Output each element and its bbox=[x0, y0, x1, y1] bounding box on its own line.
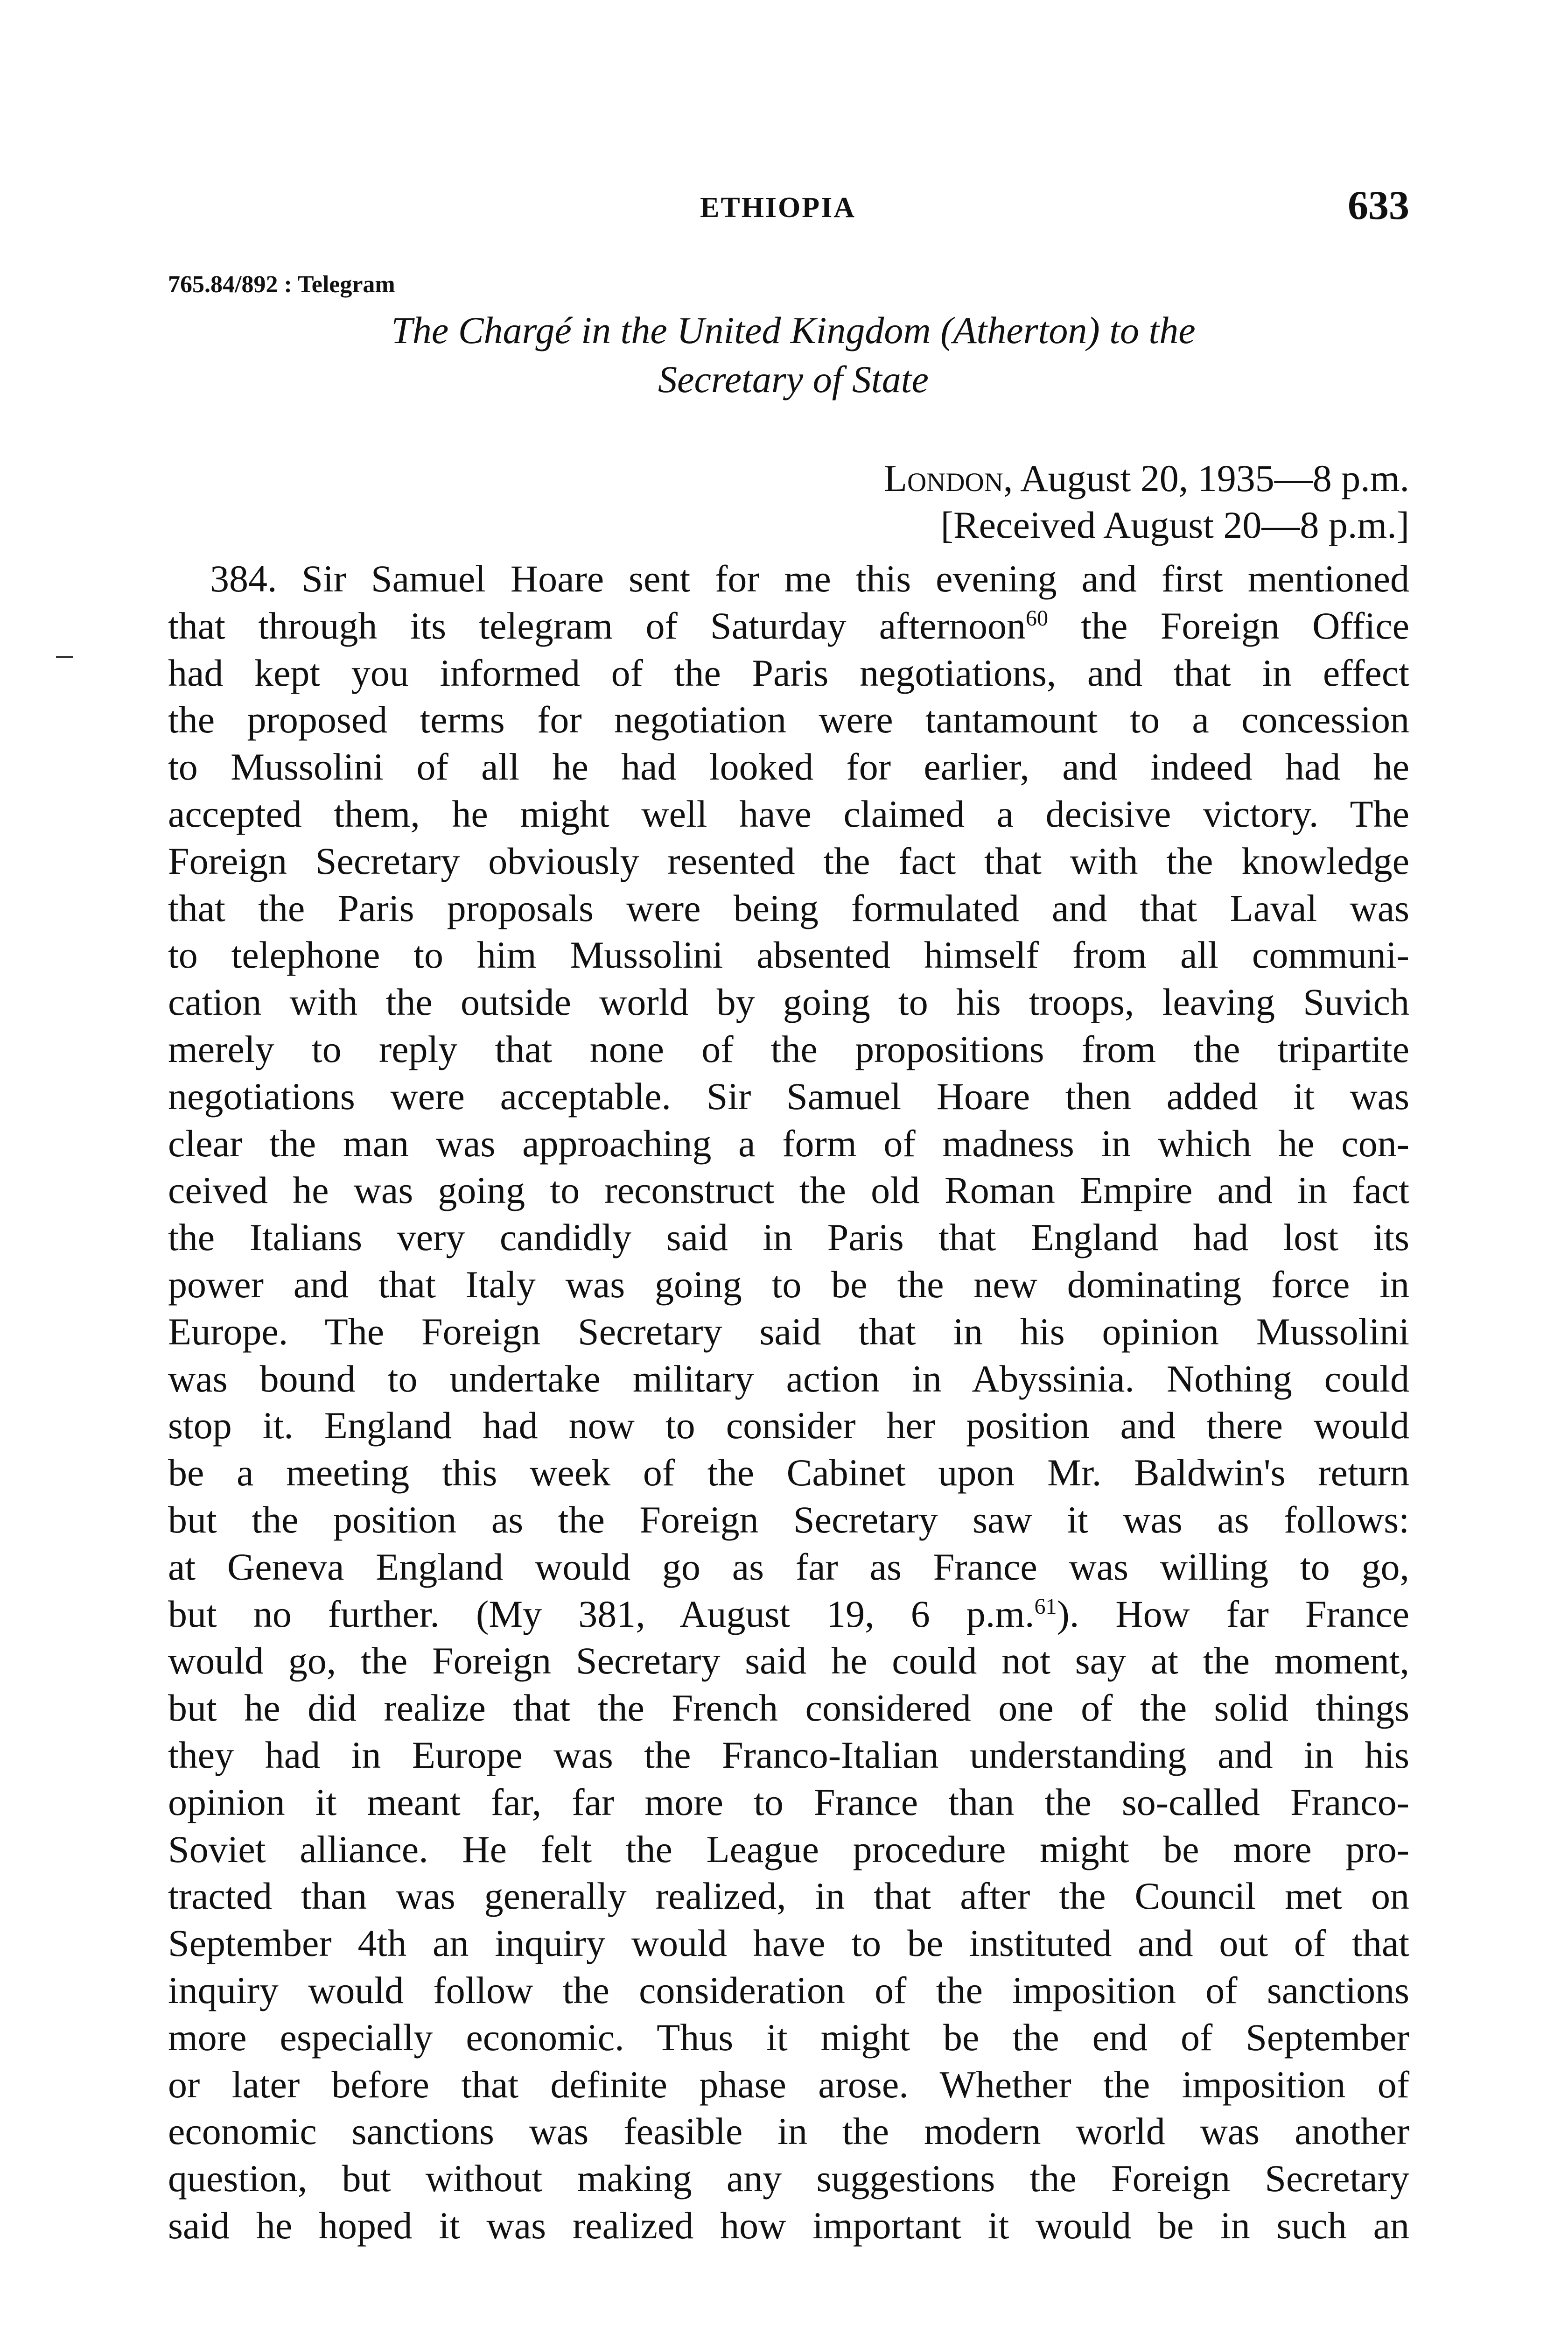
body-line: at Geneva England would go as far as France was willing to go, bbox=[168, 1545, 1409, 1588]
dateline-received: [Received August 20—8 p.m.] bbox=[940, 504, 1409, 546]
body-line: power and that Italy was going to be the new dominating force in bbox=[168, 1263, 1409, 1306]
body-line: Europe. The Foreign Secretary said that in his opinion Mussolini bbox=[168, 1310, 1409, 1353]
body-line: that the Paris proposals were being formulated and that Laval was bbox=[168, 886, 1409, 929]
body-line: but the position as the Foreign Secretary saw it was as follows: bbox=[168, 1498, 1409, 1541]
dateline-sent bbox=[168, 455, 1409, 502]
footnote-ref-61: 61 bbox=[1034, 1594, 1057, 1619]
body-line: opinion it meant far, far more to France than the so-called Franco- bbox=[168, 1780, 1409, 1823]
body-line: the proposed terms for negotiation were tantamount to a concession bbox=[168, 698, 1409, 741]
body-line: more especially economic. Thus it might be the end of September bbox=[168, 2016, 1409, 2059]
body-line bbox=[168, 603, 1409, 650]
body-line: had kept you informed of the Paris negotiations, and that in effect bbox=[168, 651, 1409, 694]
body-line: accepted them, he might well have claimed a decisive victory. The bbox=[168, 792, 1409, 835]
body-line bbox=[168, 1591, 1409, 1638]
body-line: they had in Europe was the Franco-Italian understanding and in his bbox=[168, 1733, 1409, 1776]
page-number: 633 bbox=[1348, 183, 1409, 228]
body-line: to Mussolini of all he had looked for earlier, and indeed had he bbox=[168, 745, 1409, 788]
body-line: ceived he was going to reconstruct the old Roman Empire and in fact bbox=[168, 1169, 1409, 1212]
body-line: clear the man was approaching a form of madness in which he con- bbox=[168, 1122, 1409, 1165]
body-line: question, but without making any suggestions the Foreign Secretary bbox=[168, 2157, 1409, 2200]
body-line: 384. Sir Samuel Hoare sent for me this evening and first mentioned bbox=[210, 557, 1409, 600]
body-line: or later before that definite phase arose. Whether the imposition of bbox=[168, 2063, 1409, 2106]
body-line: negotiations were acceptable. Sir Samuel Hoare then added it was bbox=[168, 1075, 1409, 1118]
dateline bbox=[168, 455, 1409, 548]
running-head: ETHIOPIA bbox=[700, 192, 856, 224]
body-line: was bound to undertake military action in Abyssinia. Nothing could bbox=[168, 1357, 1409, 1400]
body-line: merely to reply that none of the propositions from the tripartite bbox=[168, 1027, 1409, 1070]
body-line: be a meeting this week of the Cabinet upon Mr. Baldwin's return bbox=[168, 1451, 1409, 1494]
body-line: Foreign Secretary obviously resented the fact that with the knowledge bbox=[168, 839, 1409, 882]
body-line: inquiry would follow the consideration of the imposition of sanctions bbox=[168, 1968, 1409, 2011]
body-line: to telephone to him Mussolini absented himself from all communi- bbox=[168, 934, 1409, 977]
document-title bbox=[280, 306, 1307, 404]
title-line-1: The Chargé in the United Kingdom (Atherton) to the bbox=[391, 309, 1196, 352]
body-line: stop it. England had now to consider her position and there would bbox=[168, 1404, 1409, 1447]
body-line-text: ). How far France bbox=[1057, 1592, 1409, 1635]
body-line-text: but no further. (My 381, August 19, 6 p.m. bbox=[168, 1592, 1035, 1635]
body-line: September 4th an inquiry would have to be instituted and out of that bbox=[168, 1922, 1409, 1965]
dateline-place: London bbox=[883, 457, 1003, 499]
margin-mark bbox=[56, 656, 73, 658]
body-line: said he hoped it was realized how important it would be in such an bbox=[168, 2204, 1409, 2247]
body-line: cation with the outside world by going to his troops, leaving Suvich bbox=[168, 981, 1409, 1024]
body-line-text: that through its telegram of Saturday afternoon bbox=[168, 604, 1026, 647]
body-line: would go, the Foreign Secretary said he could not say at the moment, bbox=[168, 1639, 1409, 1682]
title-line-2: Secretary of State bbox=[658, 358, 929, 401]
body-line: but he did realize that the French considered one of the solid things bbox=[168, 1687, 1409, 1729]
body-line: economic sanctions was feasible in the modern world was another bbox=[168, 2110, 1409, 2153]
body-line: Soviet alliance. He felt the League procedure might be more pro- bbox=[168, 1828, 1409, 1870]
telegram-body bbox=[168, 555, 1409, 2250]
page-header bbox=[168, 182, 1409, 233]
body-line-text: the Foreign Office bbox=[1048, 604, 1409, 647]
dateline-date: , August 20, 1935—8 p.m. bbox=[1003, 457, 1409, 499]
file-number: 765.84/892 : Telegram bbox=[168, 271, 395, 298]
footnote-ref-60: 60 bbox=[1025, 605, 1048, 631]
body-line: the Italians very candidly said in Paris that England had lost its bbox=[168, 1216, 1409, 1259]
body-line: tracted than was generally realized, in that after the Council met on bbox=[168, 1875, 1409, 1918]
